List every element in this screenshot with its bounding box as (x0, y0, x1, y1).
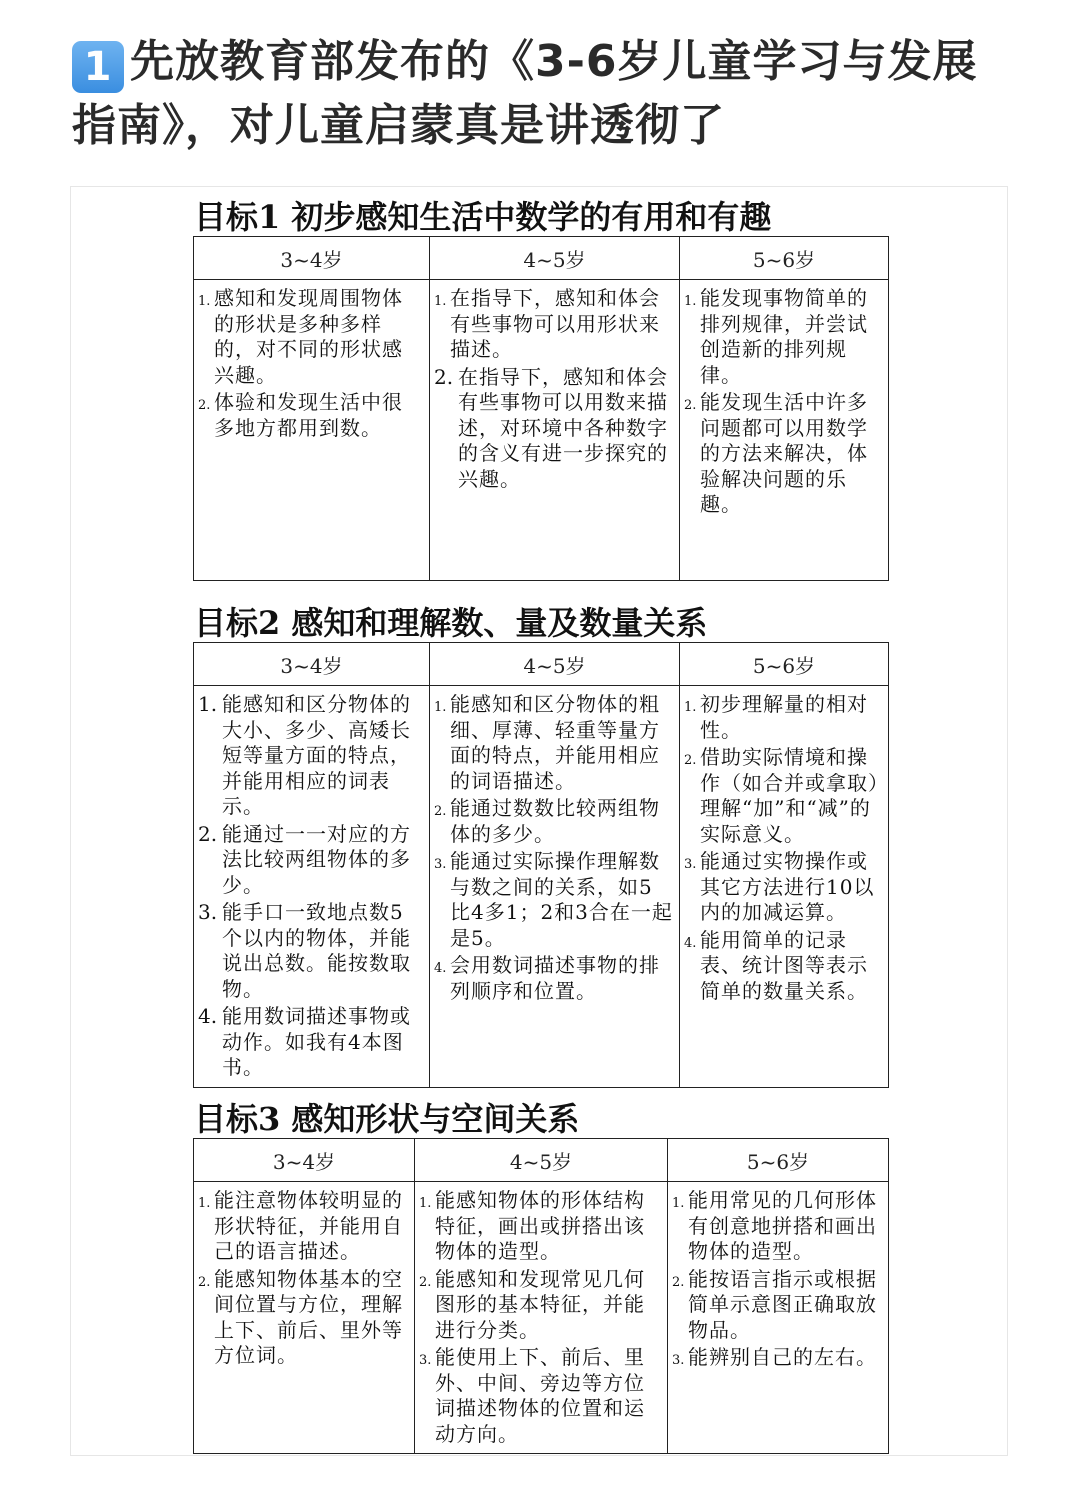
table-cell (430, 280, 680, 581)
list-item: 4. 会用数词描述事物的排列顺序和位置。 (434, 953, 660, 1003)
table-cell (194, 686, 430, 1088)
list-item: 2. 能发现生活中许多问题都可以用数学的方法来解决，体验解决问题的乐趣。 (684, 390, 868, 516)
list-item: 1. 在指导下，感知和体会有些事物可以用形状来描述。 (434, 286, 660, 361)
goal-3-table (193, 1138, 889, 1454)
table-row (194, 280, 889, 581)
age-column-header: 5~6岁 (680, 643, 889, 686)
table-cell (415, 1182, 668, 1454)
list-item: 2. 借助实际情境和操作（如合并或拿取）理解“加”和“减”的实际意义。 (684, 745, 879, 846)
table-cell (680, 686, 889, 1088)
table-cell (430, 686, 680, 1088)
list-item: 2. 体验和发现生活中很多地方都用到数。 (198, 390, 403, 440)
age-column-header: 3~4岁 (194, 1139, 415, 1182)
table-row (194, 686, 889, 1088)
list-item: 1. 能注意物体较明显的形状特征，并能用自己的语言描述。 (198, 1188, 403, 1263)
list-item: 1. 能发现事物简单的排列规律，并尝试创造新的排列规律。 (684, 286, 868, 387)
list-item: 4. 能用简单的记录表、统计图等表示简单的数量关系。 (684, 927, 868, 1003)
list-item: 2. 在指导下，感知和体会有些事物可以用数来描述，对环境中各种数字的含义有进一步探究的兴趣。 (434, 364, 668, 491)
age-column-header: 5~6岁 (680, 237, 889, 280)
age-column-header: 3~4岁 (194, 643, 430, 686)
list-item: 1. 感知和发现周围物体的形状是多种多样的，对不同的形状感兴趣。 (198, 286, 403, 387)
list-item: 1. 初步理解量的相对性。 (684, 692, 868, 742)
list-item: 2. 能按语言指示或根据简单示意图正确取放物品。 (672, 1266, 877, 1342)
table-header-row (194, 1139, 889, 1182)
age-column-header: 4~5岁 (415, 1139, 668, 1182)
list-item: 1. 能感知物体的形体结构特征，画出或拼搭出该物体的造型。 (419, 1188, 645, 1263)
list-item: 2. 能感知物体基本的空间位置与方位，理解上下、前后、里外等方位词。 (198, 1266, 403, 1367)
table-header-row (194, 643, 889, 686)
goal-2-table (193, 642, 889, 1088)
post-heading (72, 30, 1002, 158)
list-item: 2. 能感知和发现常见几何图形的基本特征，并能进行分类。 (419, 1266, 645, 1342)
table-cell (668, 1182, 889, 1454)
age-column-header: 5~6岁 (668, 1139, 889, 1182)
list-item: 1. 能感知和区分物体的粗细、厚薄、轻重等量方面的特点，并能用相应的词语描述。 (434, 692, 660, 793)
age-column-header: 4~5岁 (430, 643, 680, 686)
list-item: 3. 能通过实物操作或其它方法进行10以内的加减运算。 (684, 849, 875, 924)
list-item: 1. 能用常见的几何形体有创意地拼搭和画出物体的造型。 (672, 1188, 877, 1263)
goal-2-title: 目标2 感知和理解数、量及数量关系 (194, 604, 708, 642)
list-item: 2. 能通过数数比较两组物体的多少。 (434, 796, 660, 846)
list-item: 4. 能用数词描述事物或动作。如我有4本图书。 (198, 1004, 411, 1079)
age-column-header: 4~5岁 (430, 237, 680, 280)
table-cell (194, 280, 430, 581)
list-item: 3. 能使用上下、前后、里外、中间、旁边等方位词描述物体的位置和运动方向。 (419, 1345, 645, 1446)
table-cell (680, 280, 889, 581)
table-row (194, 1182, 889, 1454)
table-cell (194, 1182, 415, 1454)
goal-3-title: 目标3 感知形状与空间关系 (194, 1100, 580, 1138)
goal-1-table (193, 236, 889, 581)
keycap-one-emoji: 1 (72, 41, 124, 93)
list-item: 3. 能手口一致地点数5个以内的物体，并能说出总数。能按数取物。 (198, 900, 411, 1001)
goal-1-title: 目标1 初步感知生活中数学的有用和有趣 (194, 198, 772, 236)
list-item: 3. 能通过实际操作理解数与数之间的关系，如5比4多1；2和3合在一起是5。 (434, 849, 673, 950)
list-item: 1. 能感知和区分物体的大小、多少、高矮长短等量方面的特点，并能用相应的词表示。 (198, 692, 411, 818)
table-header-row (194, 237, 889, 280)
post-title: 先放教育部发布的《3-6岁儿童学习与发展指南》，对儿童启蒙真是讲透彻了 (72, 36, 978, 151)
list-item: 2. 能通过一一对应的方法比较两组物体的多少。 (198, 821, 411, 897)
list-item: 3. 能辨别自己的左右。 (672, 1345, 877, 1369)
age-column-header: 3~4岁 (194, 237, 430, 280)
